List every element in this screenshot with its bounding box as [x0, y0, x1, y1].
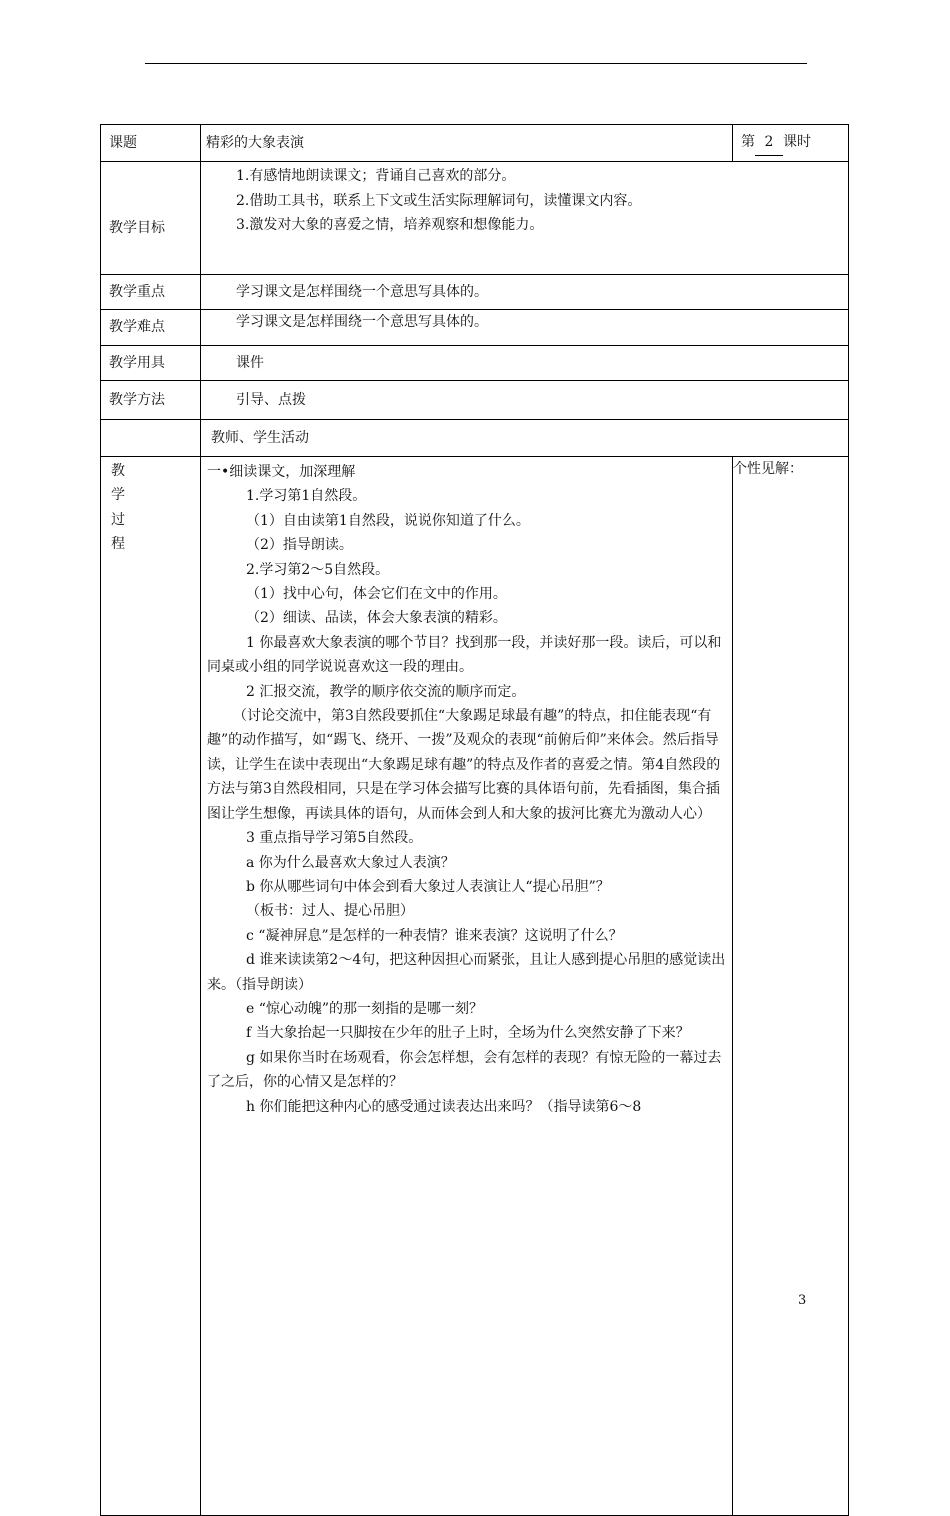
process-line: 2 汇报交流，教学的顺序依交流的顺序而定。 — [246, 683, 526, 700]
process-cell — [201, 457, 733, 1516]
process-label-char: 程 — [111, 535, 125, 552]
goal-item: 2.借助工具书，联系上下文或生活实际理解词句，读懂课文内容。 — [236, 192, 642, 209]
header-rule — [145, 63, 807, 64]
lesson-number: 2 — [755, 130, 783, 155]
notes-label: 个性见解： — [733, 461, 803, 477]
process-line: f 当大象抬起一只脚按在少年的肚子上时，全场为什么突然安静了下来？ — [246, 1025, 690, 1042]
tools-label: 教学用具 — [101, 346, 201, 381]
goals-cell — [201, 162, 849, 275]
process-line: （1）找中心句，体会它们在文中的作用。 — [246, 586, 507, 603]
process-label-char: 过 — [111, 511, 125, 528]
tools: 课件 — [201, 346, 849, 381]
process-label-char: 教 — [111, 463, 125, 479]
activity-header: 教师、学生活动 — [201, 420, 849, 457]
process-line: （1）自由读第1自然段，说说你知道了什么。 — [246, 512, 530, 529]
method: 引导、点拨 — [201, 381, 849, 420]
goals-label: 教学目标 — [101, 162, 201, 275]
process-line: （2）指导朗读。 — [246, 537, 353, 554]
process-line: g 如果你当时在场观看，你会怎样想，会有怎样的表现？有惊无险的一幕过去了之后，你的心情又是怎样的？ — [207, 1049, 722, 1091]
goal-item: 1.有感情地朗读课文；背诵自己喜欢的部分。 — [236, 168, 516, 184]
method-label: 教学方法 — [101, 381, 201, 420]
lesson-plan-table — [100, 124, 849, 1516]
process-line: （板书：过人、提心吊胆） — [246, 903, 414, 920]
lesson-suffix: 课时 — [783, 134, 811, 151]
process-line: h 你们能把这种内心的感受通过读表达出来吗？（指导读第6～8 — [246, 1098, 642, 1115]
process-line: 3 重点指导学习第5自然段。 — [246, 830, 423, 847]
lesson-title: 精彩的大象表演 — [201, 125, 733, 162]
title-label: 课题 — [101, 125, 201, 162]
process-line: e “惊心动魄”的那一刻指的是哪一刻？ — [246, 1000, 484, 1017]
process-line: （讨论交流中，第3自然段要抓住“大象踢足球最有趣”的特点，扣住能表现“有趣”的动作描写，如“踢飞、绕开、一拨”及观众的表现“前俯后仰”来体会。然后指导读，让学生在读中表现出“大象踢足球有趣”的特点及作者的喜爱之情。第4自然段的方法与第3自然段相同，只是在学习体会描写比赛的具体语句前，先看插图，集合插图让学生想像，再读具体的语句，从而体会到人和大象的拔河比赛尤为激动人心） — [207, 708, 721, 822]
process-line: b 你从哪些词句中体会到看大象过人表演让人“提心吊胆”？ — [246, 878, 610, 895]
activity-header-empty — [101, 420, 201, 457]
process-line: c “凝神屏息”是怎样的一种表情？谁来表演？这说明了什么？ — [246, 927, 623, 944]
lesson-number-cell — [733, 125, 849, 162]
process-line: d 谁来读读第2～4句，把这种因担心而紧张，且让人感到提心吊胆的感觉读出来。（指导朗读） — [207, 952, 726, 993]
page-number: 3 — [798, 1293, 807, 1308]
process-line: 1.学习第1自然段。 — [246, 488, 367, 505]
key-point: 学习课文是怎样围绕一个意思写具体的。 — [201, 275, 849, 310]
process-label-cell — [101, 457, 201, 1516]
process-line: 1 你最喜欢大象表演的哪个节目？找到那一段，并读好那一段。读后，可以和同桌或小组的同学说说喜欢这一段的理由。 — [207, 634, 722, 676]
notes-cell — [733, 457, 849, 1516]
goal-item: 3.激发对大象的喜爱之情，培养观察和想像能力。 — [236, 217, 544, 233]
key-point-label: 教学重点 — [101, 275, 201, 310]
process-label-char: 学 — [111, 487, 125, 504]
difficulty-label: 教学难点 — [101, 310, 201, 346]
lesson-prefix: 第 — [741, 134, 755, 151]
process-heading: 一•细读课文，加深理解 — [207, 464, 356, 480]
process-line: （2）细读、品读，体会大象表演的精彩。 — [246, 610, 507, 627]
process-line: 2.学习第2～5自然段。 — [246, 561, 390, 578]
process-line: a 你为什么最喜欢大象过人表演？ — [246, 854, 455, 871]
difficulty: 学习课文是怎样围绕一个意思写具体的。 — [201, 310, 849, 346]
